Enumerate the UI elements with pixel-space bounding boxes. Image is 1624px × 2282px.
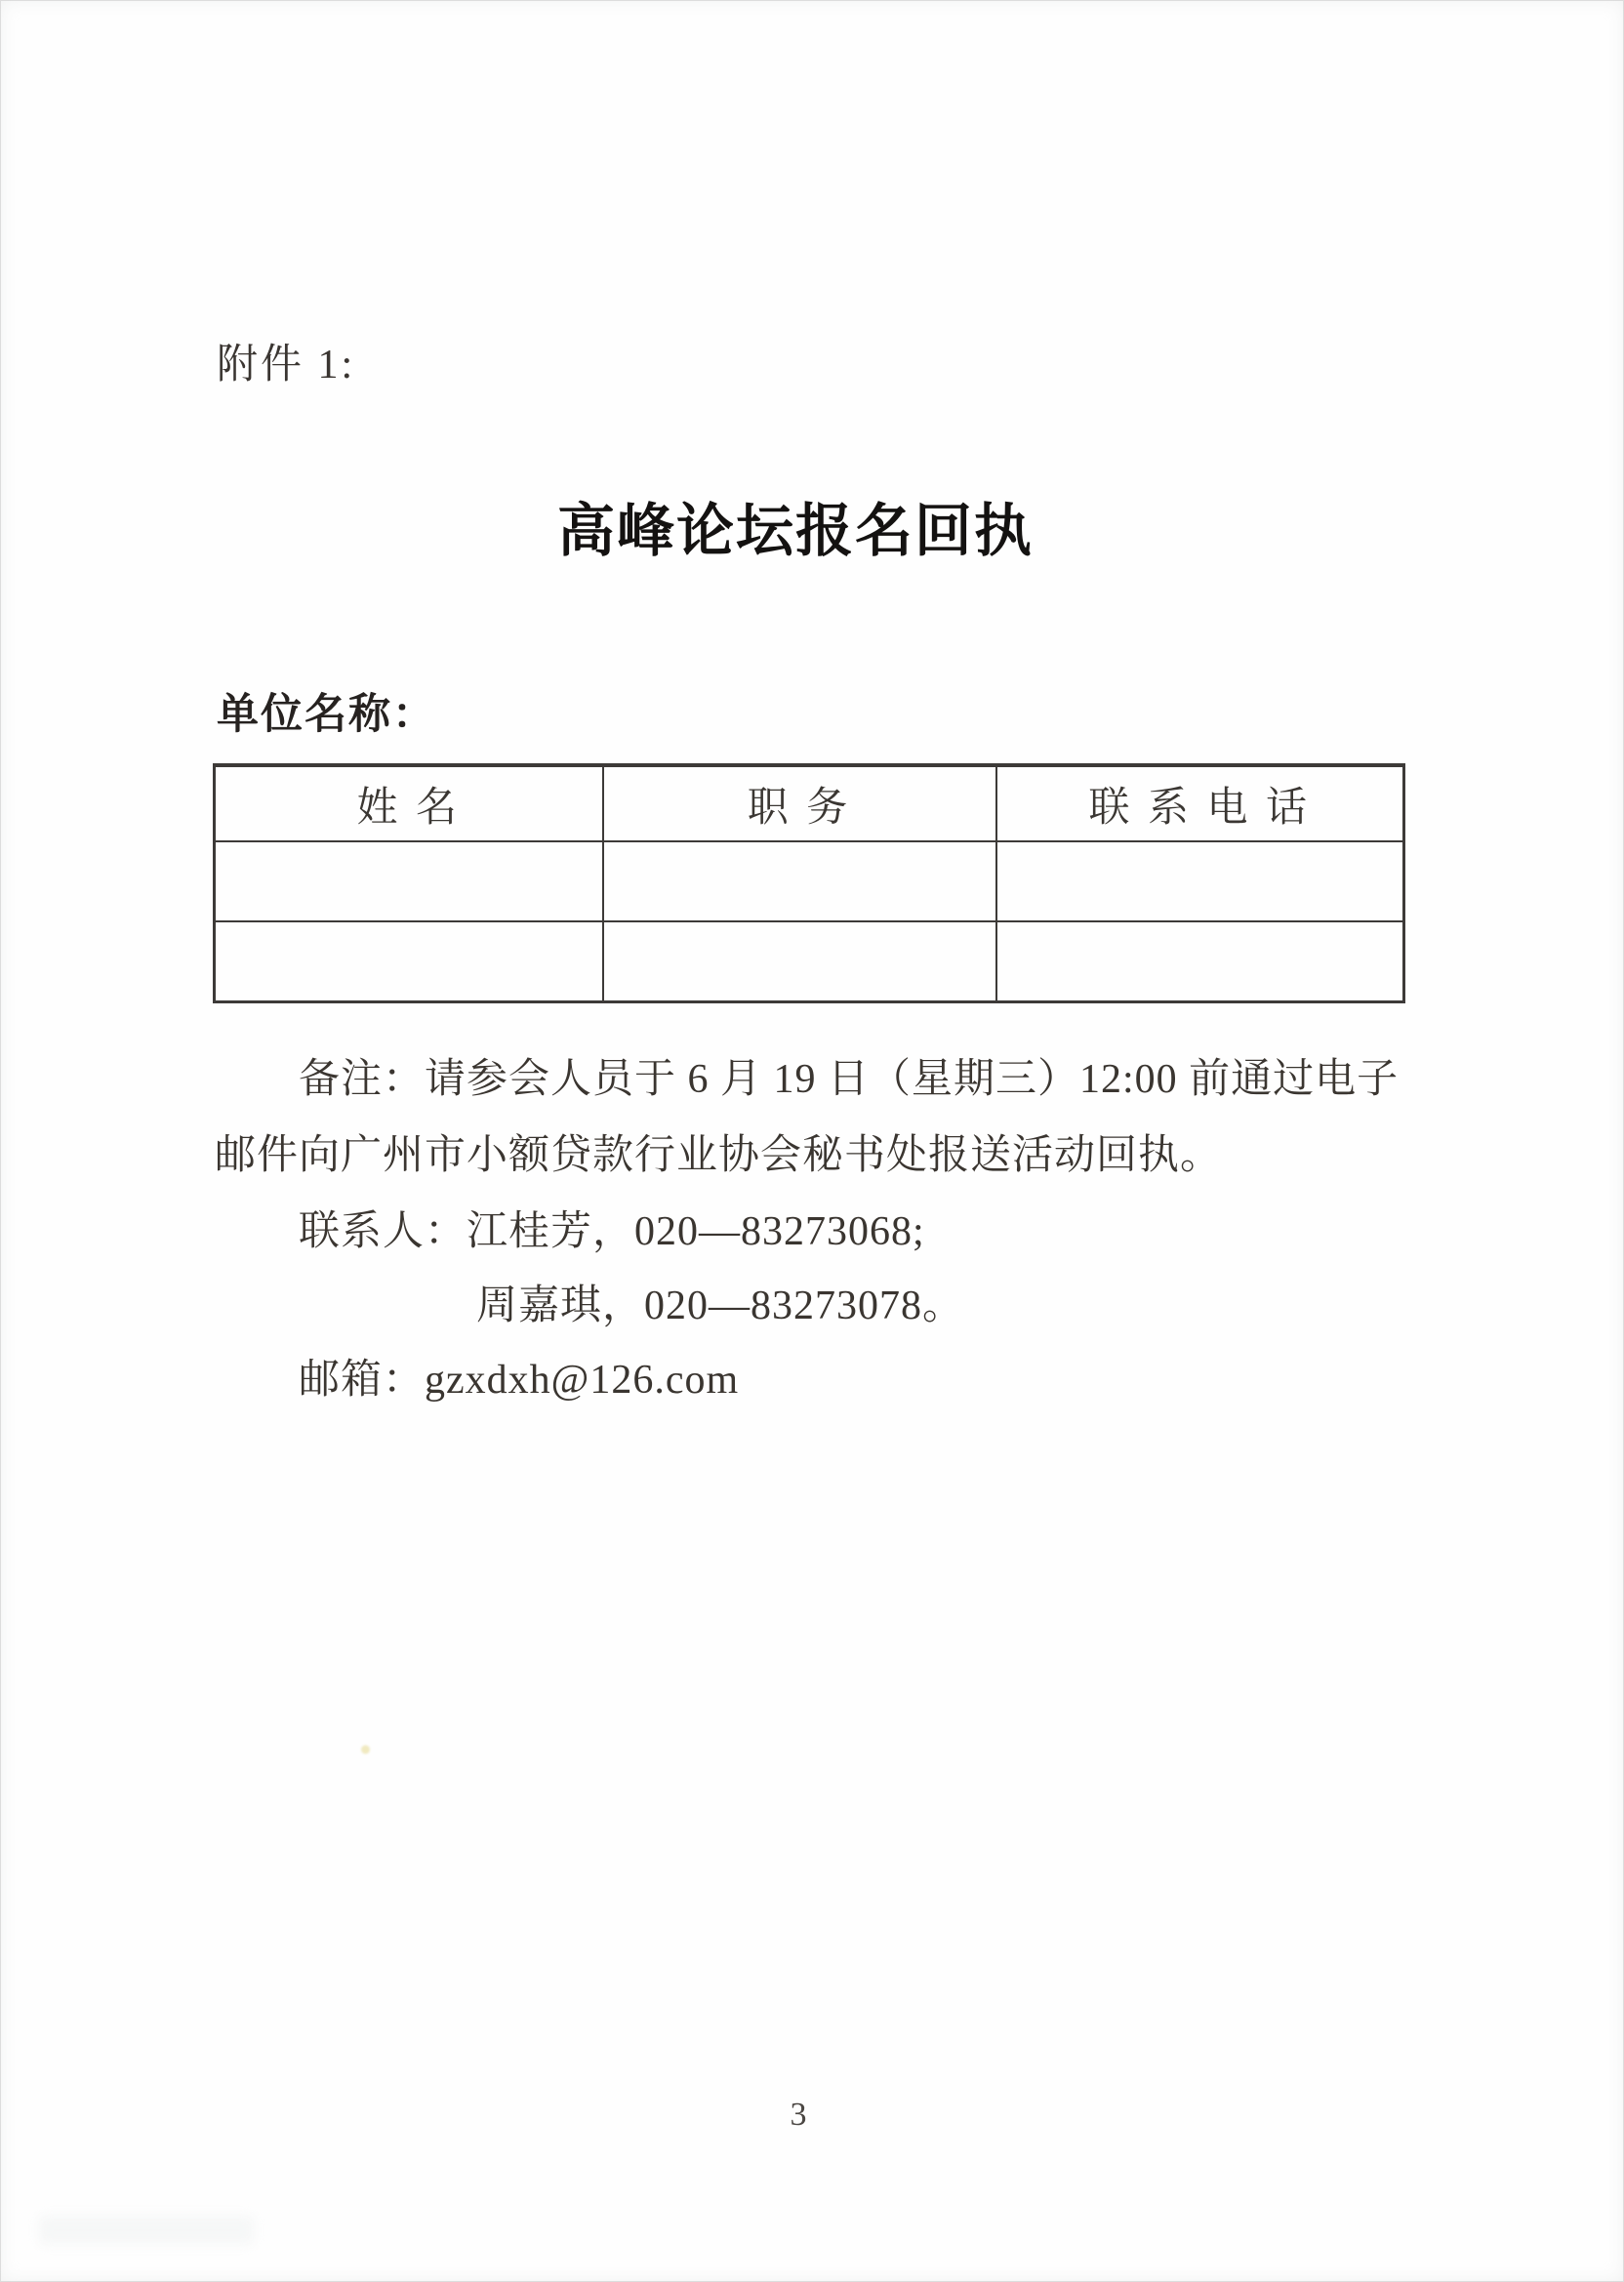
scan-artifact-smudge xyxy=(39,2216,254,2245)
header-position: 职 务 xyxy=(603,765,996,841)
cell-name-empty xyxy=(215,841,603,921)
table-row xyxy=(215,921,1404,1002)
page-title: 高峰论坛报名回执 xyxy=(556,499,1034,563)
table-header-row xyxy=(215,765,1404,841)
note-remark-line-2: 邮件向广州市小额贷款行业协会秘书处报送活动回执。 xyxy=(215,1133,1223,1178)
registration-table xyxy=(213,763,1405,1003)
cell-phone-empty xyxy=(996,841,1404,921)
scan-artifact-speck xyxy=(361,1745,370,1754)
cell-phone-empty xyxy=(996,921,1404,1002)
attachment-label: 附件 1: xyxy=(217,343,356,387)
page-number: 3 xyxy=(790,2097,807,2133)
cell-position-empty xyxy=(603,921,996,1002)
org-name-label: 单位名称： xyxy=(217,691,436,738)
cell-position-empty xyxy=(603,841,996,921)
header-phone: 联 系 电 话 xyxy=(996,765,1404,841)
contact-person-line: 联系人：江桂芳，020—83273068; xyxy=(299,1209,925,1254)
header-name: 姓 名 xyxy=(215,765,603,841)
note-remark-line-1: 备注：请参会人员于 6 月 19 日（星期三）12:00 前通过电子 xyxy=(299,1057,1400,1102)
cell-name-empty xyxy=(215,921,603,1002)
contact-person-line-2: 周嘉琪，020—83273078。 xyxy=(476,1284,965,1328)
table-row xyxy=(215,841,1404,921)
email-line: 邮箱：gzxdxh@126.com xyxy=(299,1358,740,1403)
